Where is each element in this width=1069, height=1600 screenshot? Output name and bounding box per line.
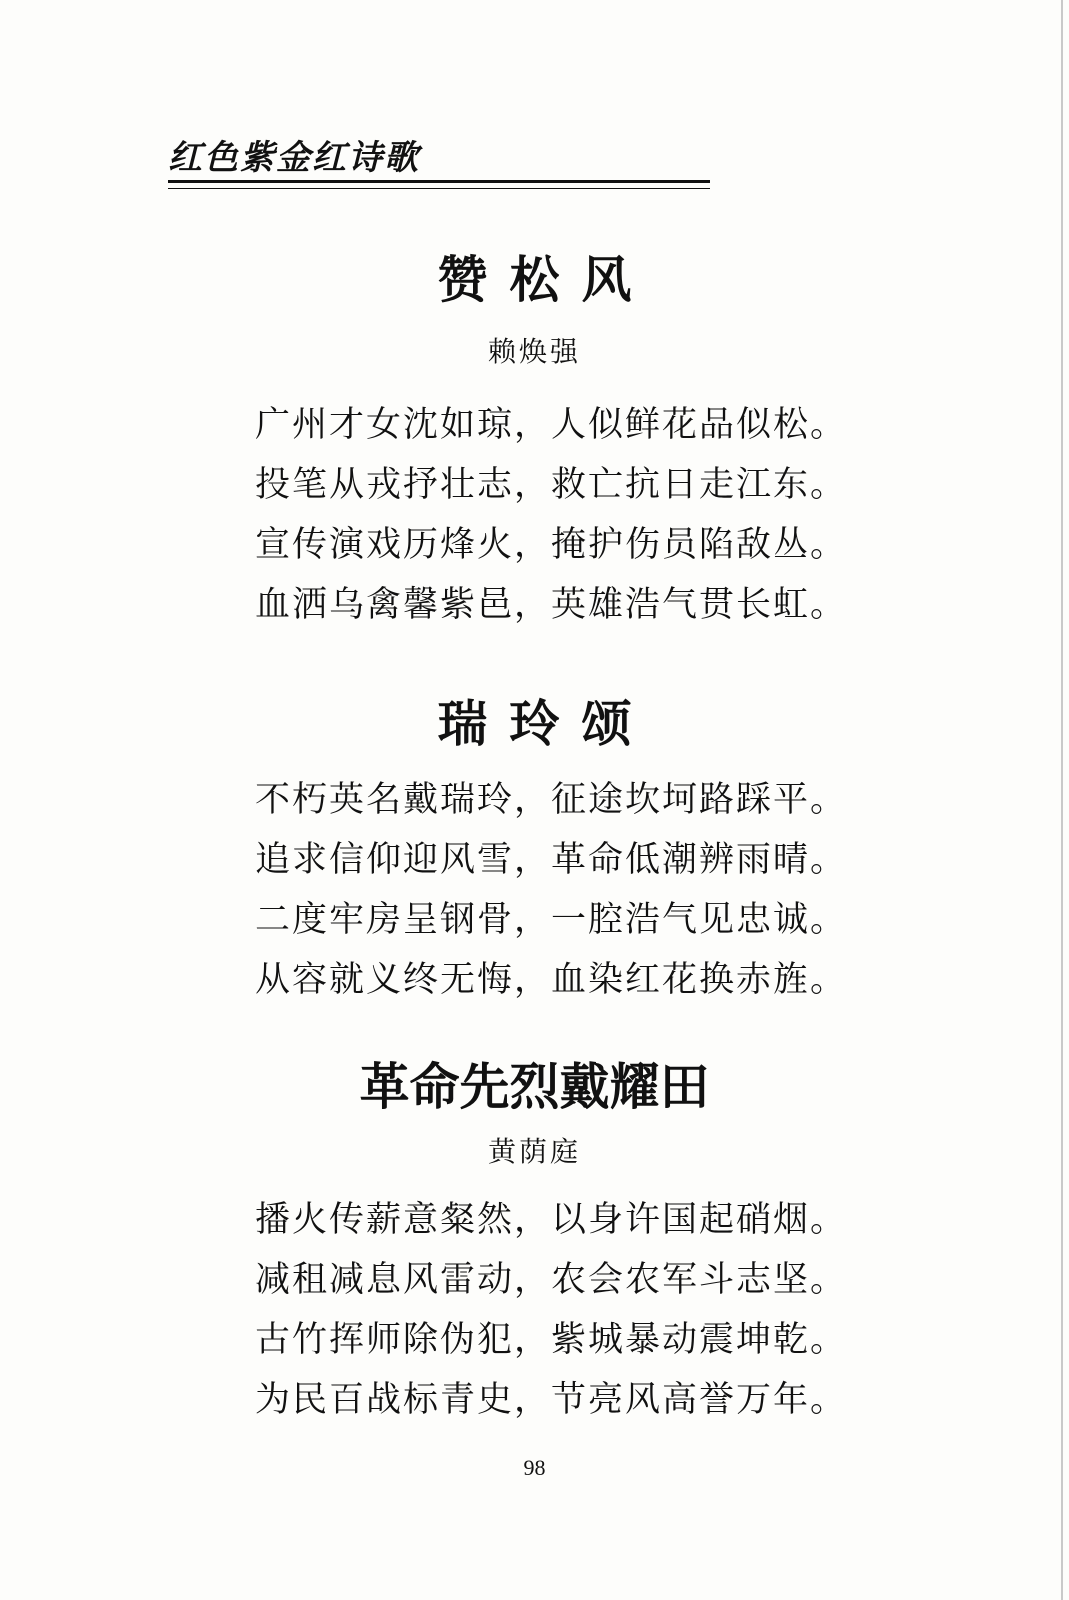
poem-title: 瑞玲颂 [437, 695, 654, 753]
poem-title: 赞松风 [437, 251, 654, 309]
running-head: 红色紫金红诗歌 [168, 138, 420, 178]
verse-line: 二度牢房呈钢骨，一腔浩气见忠诚。 [255, 900, 848, 940]
header-rule-thick [168, 180, 710, 183]
verse-line: 追求信仰迎风雪，革命低潮辨雨晴。 [255, 840, 848, 880]
verse-line: 不朽英名戴瑞玲，征途坎坷路踩平。 [255, 780, 848, 820]
verse-line: 从容就义终无悔，血染红花换赤旌。 [255, 960, 848, 1000]
poem-verse [255, 395, 875, 635]
verse-line: 血洒乌禽馨紫邑，英雄浩气贯长虹。 [255, 585, 848, 625]
verse-line: 播火传薪意粲然，以身许国起硝烟。 [255, 1200, 848, 1240]
poem-title: 革命先烈戴耀田 [359, 1058, 710, 1116]
poem-verse [255, 1190, 875, 1430]
verse-line: 宣传演戏历烽火，掩护伤员陷敌丛。 [255, 525, 848, 565]
verse-line: 为民百战标青史，节亮风高誉万年。 [255, 1380, 848, 1420]
poem-verse [255, 770, 875, 1010]
header-rule-thin [168, 188, 710, 189]
verse-line: 减租减息风雷动，农会农军斗志坚。 [255, 1260, 848, 1300]
poem-author: 黄荫庭 [487, 1135, 581, 1168]
poem-author: 赖焕强 [487, 335, 581, 368]
verse-line: 投笔从戎抒壮志，救亡抗日走江东。 [255, 465, 848, 505]
page-number: 98 [523, 1455, 546, 1480]
verse-line: 古竹挥师除伪犯，紫城暴动震坤乾。 [255, 1320, 848, 1360]
verse-line: 广州才女沈如琼，人似鲜花品似松。 [255, 405, 848, 445]
